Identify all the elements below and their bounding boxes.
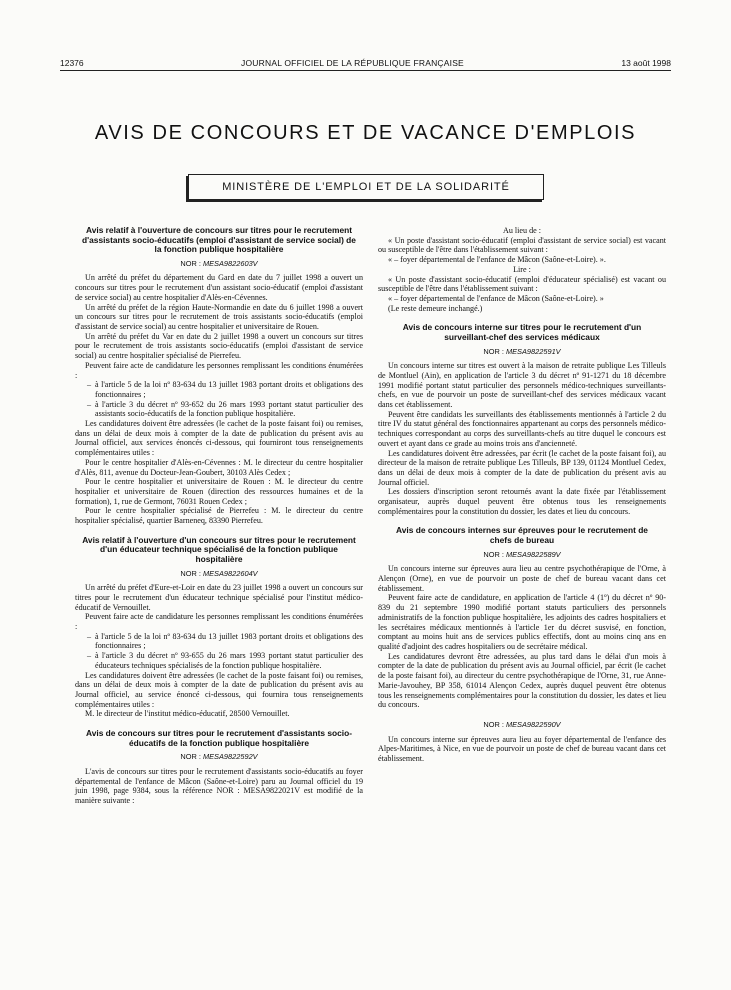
nor-label: NOR : (180, 752, 201, 762)
journal-name: JOURNAL OFFICIEL DE LA RÉPUBLIQUE FRANÇAISE (241, 58, 464, 68)
nor-code: MESA9822592V (202, 752, 258, 762)
right-column (378, 226, 666, 774)
nor-label: NOR : (483, 549, 504, 559)
paragraph: Un arrêté du préfet du département du Gard en date du 7 juillet 1998 a ouvert un concours sur titres pour le recrutement d'un assistant socio-éducatif (emploi d'assistant de service social) au centre hospitalier d'Alès-en-Cévennes. (75, 273, 363, 302)
notice-title: Avis relatif à l'ouverture d'un concours sur titres pour le recrutement d'un éducateur technique spécialisé de la fonction publique hospitalière (82, 534, 356, 564)
paragraph: Les dossiers d'inscription seront retournés avant la date fixée par l'établissement organisateur, auprès duquel peuvent être obtenus tous les renseignements complémentaires pour la constitution du dossier, les dates et lieu du concours. (378, 487, 666, 516)
notice-title: Avis de concours sur titres pour le recrutement d'assistants socio-éducatifs de la fonction publique hospitalière (85, 728, 353, 748)
notice-title: Avis relatif à l'ouverture de concours sur titres pour le recrutement d'assistants socio-éducatifs (emploi d'assistant de service social) de la fonction publique hospitalière (82, 225, 356, 255)
paragraph: Les candidatures doivent être adressées (le cachet de la poste faisant foi) ou remises, dans un délai de deux mois à compter de la date de publication du présent avis au Journal officiel, au service énoncé ci-dessous, qui fournira tous renseignements complémentaires utiles : (75, 670, 363, 709)
nor-label: NOR : (483, 719, 504, 729)
rest-unchanged: (Le reste demeure inchangé.) (388, 303, 483, 313)
condition-item: – à l'article 5 de la loi nº 83-634 du 13 juillet 1983 portant droits et obligations des fonctionnaires ; (95, 380, 363, 399)
nor-reference (378, 550, 666, 560)
notice-assistants-macon-continued (378, 226, 666, 313)
notice-assistants-macon (75, 729, 363, 806)
paragraph: Peuvent faire acte de candidature, en application de l'article 4 (1º) du décret nº 90-839 du 21 septembre 1990 modifié portant statuts particuliers des personnels administratifs de la fonction publique hospitalière, les adjoints des cadres hospitaliers et les secrétaires médicaux mentionnés à l'article 1er du décret susvisé, en fonction, comptant au moins huit ans de services publics effectifs, dont au moins cinq ans en qualité d'adjoint des cadres hospitaliers ou de secrétaire médical. (378, 593, 666, 651)
paragraph: Pour le centre hospitalier spécialisé de Pierrefeu : M. le directeur du centre hospitalier spécialisé, quartier Barnenеq, 83390 Pierrefeu. (75, 506, 363, 526)
paragraph: Un arrêté du préfet d'Eure-et-Loir en date du 23 juillet 1998 a ouvert un concours sur titres pour le recrutement d'un éducateur technique spécialisé pour l'institut médico-éducatif de Vernouillet. (75, 583, 363, 612)
nor-reference (75, 569, 363, 579)
notice-assistants-socio-educatifs (75, 226, 363, 526)
left-column (75, 226, 363, 816)
nor-code: MESA9822603V (202, 258, 258, 268)
paragraph: Un arrêté du préfet de la région Haute-Normandie en date du 6 juillet 1998 a ouvert un concours sur titres pour le recrutement de trois assistants socio-éducatifs (emploi d'assistant de service social) au centre hospitalier et universitaire de Rouen. (75, 302, 363, 331)
nor-reference (378, 720, 666, 730)
quoted-text: « – foyer départemental de l'enfance de Mâcon (Saône-et-Loire). ». (388, 255, 606, 265)
nor-code: MESA9822604V (202, 568, 258, 578)
paragraph: M. le directeur de l'institut médico-éducatif, 28500 Vernouillet. (85, 709, 290, 719)
quoted-text: « – foyer départemental de l'enfance de Mâcon (Saône-et-Loire). » (388, 293, 604, 303)
nor-code: MESA9822589V (505, 549, 561, 559)
paragraph: Pour le centre hospitalier et universitaire de Rouen : M. le directeur du centre hospitalier et universitaire de Rouen (direction des ressources humaines et de la formation), 1, rue de Germont, 76031 Rouen Cedex ; (75, 477, 363, 506)
paragraph: Un concours interne sur épreuves aura lieu au foyer départemental de l'enfance des Alpes-Maritimes, à Nice, en vue de pourvoir un poste de chef de bureau vacant dans cet établissement. (378, 734, 666, 764)
nor-code: MESA9822590V (505, 719, 561, 729)
page-number: 12376 (60, 58, 84, 68)
ministry-heading: MINISTÈRE DE L'EMPLOI ET DE LA SOLIDARITÉ (188, 174, 544, 200)
nor-reference (378, 347, 666, 357)
conditions-list (75, 632, 363, 671)
paragraph: Pour le centre hospitalier d'Alès-en-Cévennes : M. le directeur du centre hospitalier d'Alès, 811, avenue du Docteur-Jean-Goubert, 30103 Alès Cedex ; (75, 457, 363, 477)
paragraph: Peuvent faire acte de candidature les personnes remplissant les conditions énumérées : (75, 612, 363, 632)
paragraph: Peuvent être candidats les surveillants des établissements mentionnés à l'article 2 du titre IV du statut général des fonctionnaires appartenant au corps des personnels médico-techniques correspondant au corps des surveillants-chefs au titre duquel le concours est ouvert et ayant dans ce grade au moins trois ans d'ancienneté. (378, 409, 666, 448)
nor-reference (75, 752, 363, 762)
notice-chef-de-bureau-nice (378, 720, 666, 764)
paragraph: Peuvent faire acte de candidature les personnes remplissant les conditions énumérées : (75, 360, 363, 380)
nor-code: MESA9822591V (505, 346, 561, 356)
au-lieu-de: Au lieu de : (503, 226, 541, 235)
page-title: AVIS DE CONCOURS ET DE VACANCE D'EMPLOIS (94, 122, 637, 144)
issue-date: 13 août 1998 (621, 58, 671, 68)
paragraph: L'avis de concours sur titres pour le recrutement d'assistants socio-éducatifs au foyer départemental de l'enfance de Mâcon (Saône-et-Loire) paru au Journal officiel du 19 juin 1998, page 9384, sous la référence NOR : MESA9822021V est modifié de la manière suivante : (75, 766, 363, 806)
paragraph: Un concours interne sur titres est ouvert à la maison de retraite publique Les Tilleuls de Montluel (Ain), en application de l'article 3 du décret nº 91-1271 du 18 décembre 1991 modifié portant statut particulier des personnels médico-techniques surveillants-chefs, en vue de pourvoir un poste de surveillant-chef des services médicaux vacant dans cet établissement. (378, 361, 666, 410)
condition-item: – à l'article 5 de la loi nº 83-634 du 13 juillet 1983 portant droits et obligations des fonctionnaires ; (95, 632, 363, 651)
paragraph: Les candidatures doivent être adressées (le cachet de la poste faisant foi) ou remises, dans un délai de deux mois à compter de la date de publication du présent avis au Journal officiel, aux services énoncés ci-dessous, qui fourniront tous renseignements complémentaires utiles : (75, 419, 363, 458)
quoted-text: « Un poste d'assistant socio-éducatif (emploi d'éducateur spécialisé) est vacant ou susceptible de l'être dans l'établissement suivant : (378, 274, 666, 294)
nor-label: NOR : (483, 346, 504, 356)
paragraph: Un concours interne sur épreuves aura lieu au centre psychothérapique de l'Orne, à Alençon (Orne), en vue de pourvoir un poste de chef de bureau vacant dans cet établissement. (378, 564, 666, 593)
condition-item: – à l'article 3 du décret nº 93-652 du 26 mars 1993 portant statut particulier des assistants socio-éducatifs de la fonction publique hospitalière. (95, 400, 363, 419)
notice-title: Avis de concours interne sur titres pour le recrutement d'un surveillant-chef des services médicaux (402, 322, 642, 342)
paragraph: Les candidatures doivent être adressées, par écrit (le cachet de la poste faisant foi), au directeur de la maison de retraite publique Les Tilleuls, BP 139, 01124 Montluel Cedex, dans un délai de deux mois à compter de la date de publication du présent avis au Journal officiel. (378, 448, 666, 487)
running-head (60, 58, 671, 71)
nor-label: NOR : (180, 258, 201, 268)
nor-reference (75, 259, 363, 269)
paragraph: Un arrêté du préfet du Var en date du 2 juillet 1998 a ouvert un concours sur titres pour le recrutement de trois assistants socio-éducatifs (emploi d'assistant de service social) au centre hospitalier spécialisé de Pierrefeu. (75, 331, 363, 361)
lire: Lire : (513, 264, 531, 274)
conditions-list (75, 380, 363, 419)
nor-label: NOR : (180, 568, 201, 578)
paragraph: Les candidatures devront être adressées, au plus tard dans le délai d'un mois à compter de la date de publication du présent avis au Journal officiel, par écrit (le cachet de la poste faisant foi), au directeur du centre psychothérapique de l'Orne, 31, rue Anne-Marie-Javouhey, BP 358, 61014 Alençon Cedex, auprès duquel peuvent être obtenus tous les renseignements complémentaires pour la constitution du dossier, les dates et lieu du concours. (378, 651, 666, 710)
notice-surveillant-chef (378, 323, 666, 516)
quoted-text: « Un poste d'assistant socio-éducatif (emploi d'assistant de service social) est vacant ou susceptible de l'être dans l'établissement suivant : (378, 235, 666, 255)
notice-educateur-technique (75, 536, 363, 719)
notice-title: Avis de concours internes sur épreuves pour le recrutement de chefs de bureau (396, 525, 648, 546)
notice-chefs-de-bureau (378, 526, 666, 709)
condition-item: – à l'article 3 du décret nº 93-655 du 26 mars 1993 portant statut particulier des éducateurs techniques spécialisés de la fonction publique hospitalière. (95, 651, 363, 670)
